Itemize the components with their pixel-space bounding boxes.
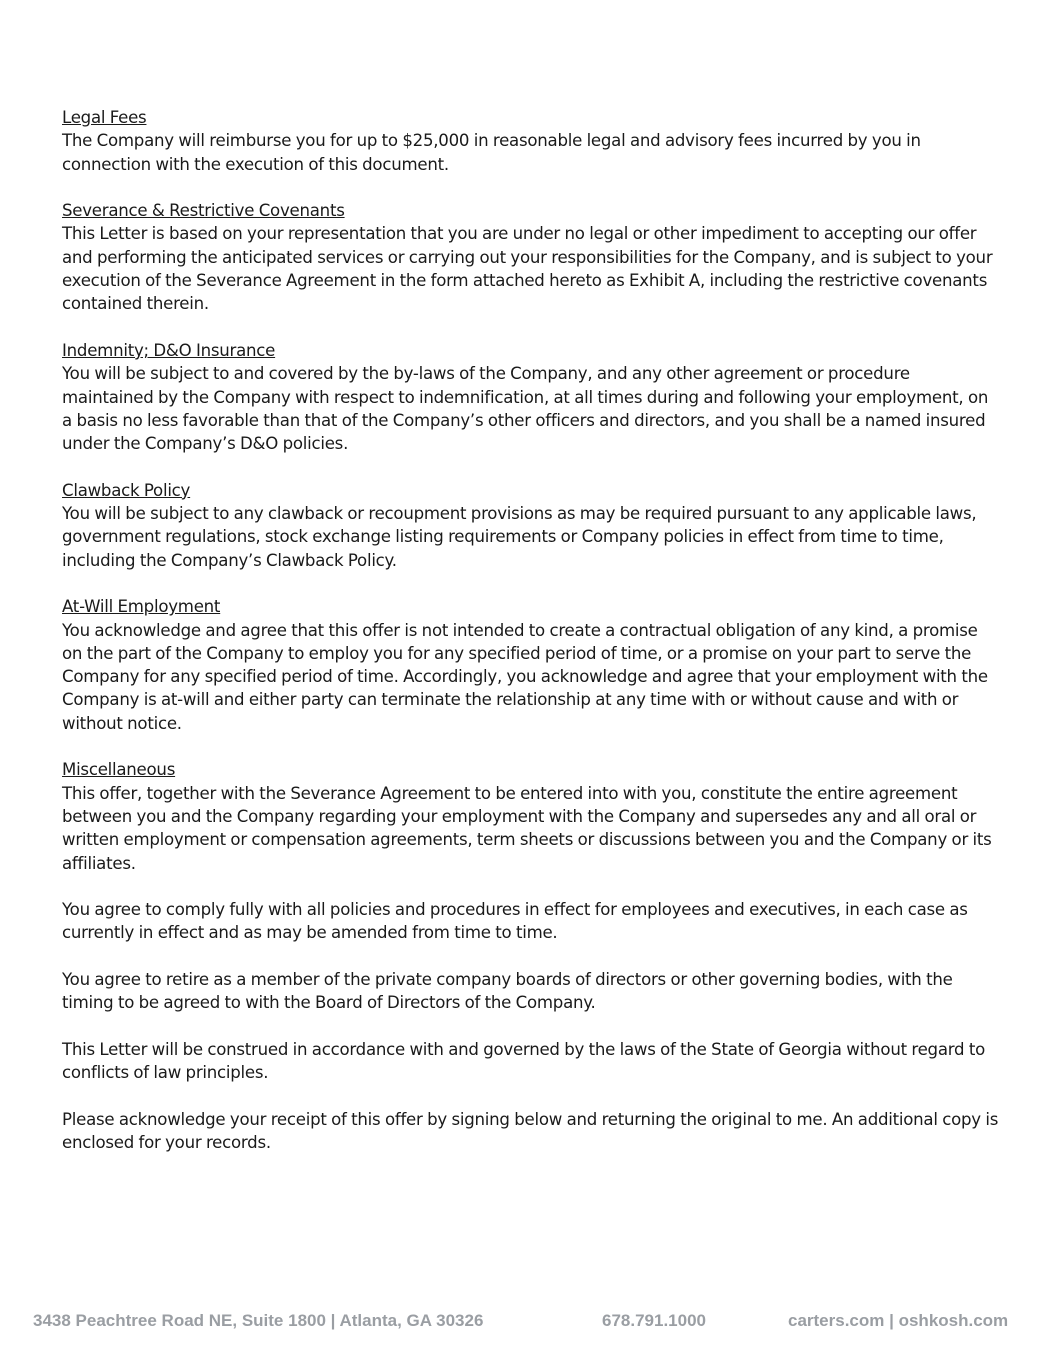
section-indemnity: [62, 339, 1002, 455]
footer-websites: carters.com | oshkosh.com: [788, 1311, 1009, 1330]
section-body: You acknowledge and agree that this offer is not intended to create a contractual obligation of any kind, a promise on the part of the Company to employ you for any specified period of time, or a promise on your part to serve the Company for any specified period of time. Accordingly, you acknowledge and agree that your employment with the Company is at-will and either party can terminate the relationship at any time with or without cause and with or without notice.: [62, 620, 988, 733]
section-heading: At-Will Employment: [62, 597, 221, 617]
paragraph-boards: You agree to retire as a member of the private company boards of directors or other governing bodies, with the timing to be agreed to with the Board of Directors of the Company.: [62, 969, 953, 1013]
section-body: This offer, together with the Severance Agreement to be entered into with you, constitute the entire agreement between you and the Company regarding your employment with the Company and supersedes any and all oral or written employment or compensation agreements, term sheets or discussions between you and the Company or its affiliates.: [62, 783, 992, 873]
section-legal-fees: [62, 106, 1002, 176]
section-miscellaneous: [62, 758, 1002, 874]
letter-body: [62, 106, 1002, 1178]
section-heading: Severance & Restrictive Covenants: [62, 201, 345, 221]
section-severance: [62, 199, 1002, 315]
section-clawback: [62, 479, 1002, 572]
section-body: This Letter is based on your representation that you are under no legal or other impediment to accepting our offer and performing the anticipated services or carrying out your responsibilities for the Company, and is subject to your execution of the Severance Agreement in the form attached hereto as Exhibit A, including the restrictive covenants contained therein.: [62, 224, 993, 314]
footer-address: 3438 Peachtree Road NE, Suite 1800 | Atlanta, GA 30326: [33, 1311, 484, 1330]
section-heading: Clawback Policy: [62, 480, 191, 500]
section-body: You will be subject to and covered by the by-laws of the Company, and any other agreement or procedure maintained by the Company with respect to indemnification, at all times during and following your employment, on a basis no less favorable than that of the Company’s other officers and directors, and you shall be a named insured under the Company’s D&O policies.: [62, 364, 989, 454]
paragraph-acknowledgement: Please acknowledge your receipt of this offer by signing below and returning the original to me. An additional copy is enclosed for your records.: [62, 1109, 999, 1153]
section-body: The Company will reimburse you for up to $25,000 in reasonable legal and advisory fees incurred by you in connection with the execution of this document.: [62, 131, 921, 174]
section-heading: Indemnity; D&O Insurance: [62, 340, 276, 360]
section-heading: Miscellaneous: [62, 760, 176, 780]
section-at-will: [62, 595, 1002, 735]
paragraph-compliance: You agree to comply fully with all policies and procedures in effect for employees and executives, in each case as currently in effect and as may be amended from time to time.: [62, 900, 968, 943]
footer-phone: 678.791.1000: [602, 1311, 706, 1330]
page-footer: [0, 1311, 1055, 1335]
section-heading: Legal Fees: [62, 108, 147, 127]
paragraph-governing-law: This Letter will be construed in accordance with and governed by the laws of the State of Georgia without regard to conflicts of law principles.: [62, 1039, 985, 1083]
section-body: You will be subject to any clawback or recoupment provisions as may be required pursuant to any applicable laws, government regulations, stock exchange listing requirements or Company policies in effect from time to time, including the Company’s Clawback Policy.: [62, 504, 977, 570]
